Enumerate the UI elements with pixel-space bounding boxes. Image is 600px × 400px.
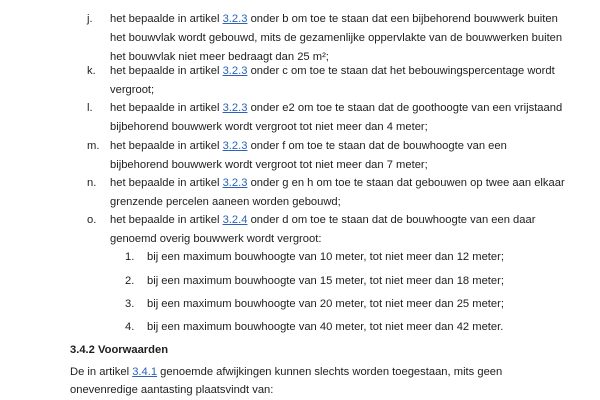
article-link-3-2-4[interactable]: 3.2.4: [222, 214, 248, 226]
list-marker: o.: [87, 214, 97, 226]
document-page: j. het bepaalde in artikel 3.2.3 onder b om toe te staan dat een bijbehorend bouwwerk buiten het bouwvlak wordt gebouwd, mits de gezamenlijke oppervlakte van de bouwwerken buiten het bouwvlak niet meer bedraagt dan 25 m²; k. het bepaalde in artikel 3.2.3 onder c om toe te staan dat het bebouwingspercentage wordt vergroot; l. het bepaalde in artikel 3.2.3 onder e2 om toe te staan dat de goothoogte van een vrijstaand bijbehorend bouwwerk wordt vergroot tot niet meer dan 4 meter; m. het bepaalde in artikel 3.2.3 onder f om toe te staan dat de bouwhoogte van een bijbehorend bouwwerk wordt vergroot tot niet meer dan 7 meter; n. het bepaalde in artikel 3.2.3 onder g en h om toe te staan dat gebouwen op twee aan elkaar grenzende percelen aaneen worden gebouwd; o. het bepaalde in artikel 3.2.4 onder d om toe te staan dat de bouwhoogte van een daar genoemd overig bouwwerk wordt vergroot: 1. bij een maximum bouwhoogte van 10 meter, tot niet meer dan 12 meter; 2. bij een maximum bouwhoogte van 15 meter, tot niet meer dan 18 meter; 3. bij een maximum bouwhoogte van 20 meter, tot niet meer dan 25 meter; 4. bij een maximum bouwhoogte van 40 meter, tot niet meer dan 42 meter. 3.4.2 Voorwaarden De in artikel 3.4.1 genoemde afwijkingen kunnen slechts worden toegestaan, mits geen onevenredige aantasting plaatsvindt van:: [0, 0, 600, 400]
section-heading: 3.4.2 Voorwaarden: [70, 344, 169, 356]
list-marker: l.: [87, 102, 93, 114]
section-paragraph-line-1: De in artikel 3.4.1 genoemde afwijkingen kunnen slechts worden toegestaan, mits geen: [70, 366, 503, 378]
section-paragraph-line-2: onevenredige aantasting plaatsvindt van:: [70, 384, 274, 396]
article-link-3-2-3[interactable]: 3.2.3: [222, 140, 248, 152]
sub-list-marker: 1.: [125, 251, 135, 263]
article-link-3-2-3[interactable]: 3.2.3: [222, 177, 248, 189]
list-marker: m.: [87, 140, 100, 152]
sub-list-marker: 3.: [125, 298, 135, 310]
article-link-3-2-3[interactable]: 3.2.3: [222, 13, 248, 25]
article-link-3-4-1[interactable]: 3.4.1: [132, 366, 158, 378]
article-link-3-2-3[interactable]: 3.2.3: [222, 65, 248, 77]
sub-list-marker: 4.: [125, 321, 135, 333]
sub-list-marker: 2.: [125, 275, 135, 287]
list-marker: k.: [87, 65, 96, 77]
article-link-3-2-3[interactable]: 3.2.3: [222, 102, 248, 114]
list-marker: n.: [87, 177, 97, 189]
list-marker: j.: [87, 13, 93, 25]
